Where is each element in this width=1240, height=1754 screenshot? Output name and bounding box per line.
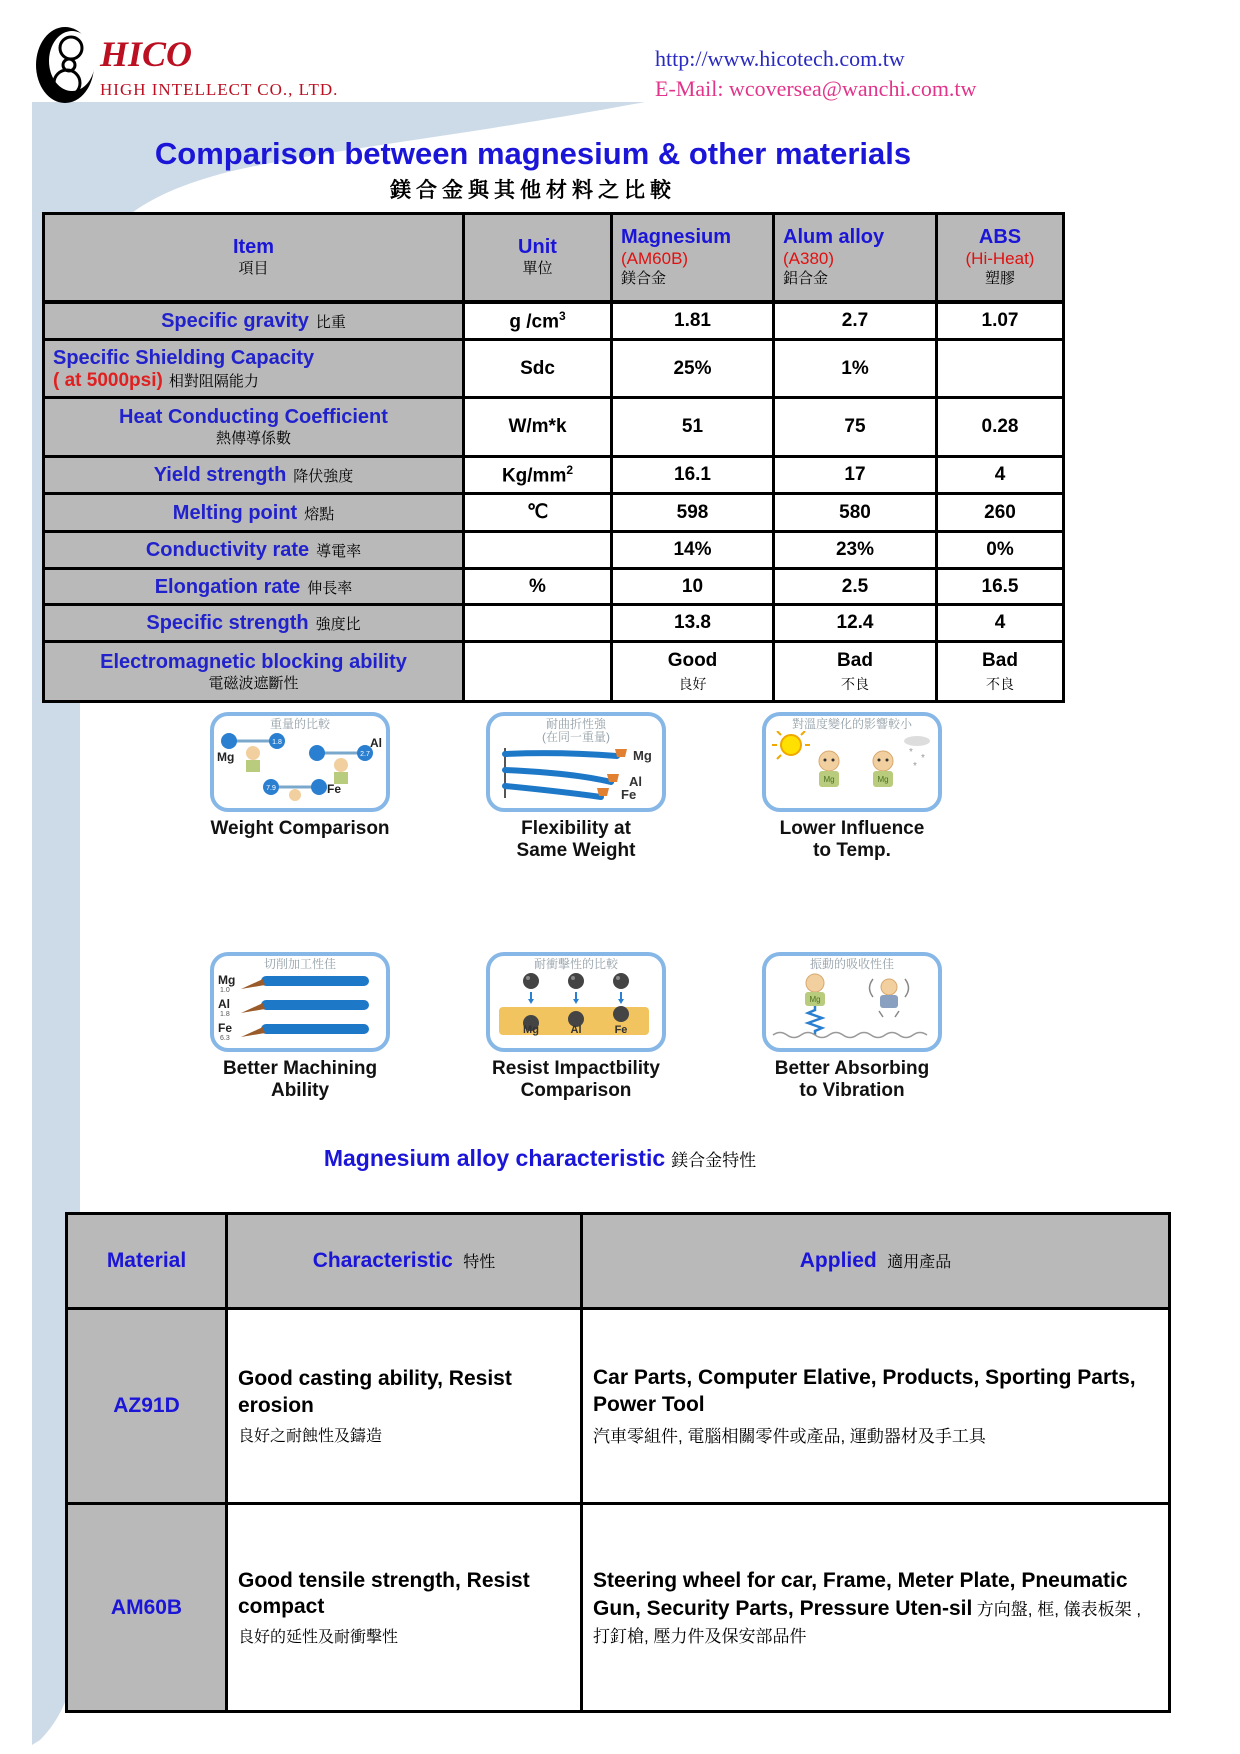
value-magnesium: 598 xyxy=(612,494,774,532)
unit-cell xyxy=(464,605,612,642)
row-shielding-capacity xyxy=(44,340,1064,398)
panel-vibration: 振動的吸收性佳 Mg Better Absorbing to Vibration xyxy=(752,952,952,1102)
company-subtitle: HIGH INTELLECT CO., LTD. xyxy=(100,80,339,99)
svg-text:*: * xyxy=(909,747,913,759)
svg-text:Mg: Mg xyxy=(633,748,652,764)
svg-text:Mg: Mg xyxy=(218,973,236,988)
svg-text:1.8: 1.8 xyxy=(220,1011,230,1019)
feature-panels-row-2 xyxy=(200,952,952,1102)
unit-cell: g $/cm^3$ xyxy=(464,302,612,340)
item-cell: Melting point 熔點 xyxy=(44,494,464,532)
header-alum-alloy: Alum alloy (A380) 鋁合金 xyxy=(774,214,937,302)
svg-text:1.0: 1.0 xyxy=(220,987,230,995)
company-name: HICO xyxy=(100,34,193,74)
vibration-illustration xyxy=(767,971,937,1041)
svg-text:Fe: Fe xyxy=(218,1021,233,1036)
value-alum: Bad 不良 xyxy=(774,642,937,702)
svg-text:Mg: Mg xyxy=(523,1024,539,1037)
item-cell: Specific Shielding Capacity ( at 5000psi) 相對阻隔能力 xyxy=(44,340,464,398)
value-alum: 23% xyxy=(774,532,937,569)
svg-text:*: * xyxy=(921,753,925,765)
material-cell: AM60B xyxy=(67,1504,227,1712)
flexibility-illustration xyxy=(491,744,661,800)
row-conductivity-rate xyxy=(44,532,1064,569)
header-unit: Unit 單位 xyxy=(464,214,612,302)
row-heat-conducting xyxy=(44,398,1064,457)
characteristics-table xyxy=(65,1212,1171,1713)
svg-text:Fe: Fe xyxy=(614,1024,628,1037)
unit-cell: ℃ xyxy=(464,494,612,532)
value-abs: 0.28 xyxy=(937,398,1064,457)
item-cell: Heat Conducting Coefficient 熱傳導係數 xyxy=(44,398,464,457)
row-specific-gravity xyxy=(44,302,1064,340)
contact-block xyxy=(655,44,1215,103)
characteristic-cell: Good tensile strength, Resist compact 良好的延性及耐衝擊性 xyxy=(227,1504,582,1712)
item-cell: Conductivity rate 導電率 xyxy=(44,532,464,569)
svg-text:Al: Al xyxy=(629,774,642,790)
page-subtitle-zh: 鎂合金與其他材料之比較 xyxy=(390,178,676,202)
value-magnesium: 1.81 xyxy=(612,302,774,340)
value-magnesium: 10 xyxy=(612,569,774,605)
comparison-table xyxy=(42,212,1065,703)
svg-text:Al: Al xyxy=(370,736,382,751)
value-magnesium: 16.1 xyxy=(612,457,774,494)
website-url: http://www.hicotech.com.tw xyxy=(655,46,905,71)
value-magnesium: 14% xyxy=(612,532,774,569)
row-elongation-rate xyxy=(44,569,1064,605)
row-electromagnetic-blocking xyxy=(44,642,1064,702)
value-alum: 2.5 xyxy=(774,569,937,605)
panel-impact: 耐衝擊性的比較 Mg Al Fe Resist Impactbility Comparison xyxy=(476,952,676,1102)
characteristics-header-row xyxy=(67,1214,1170,1309)
value-alum: 2.7 xyxy=(774,302,937,340)
svg-text:Mg: Mg xyxy=(809,995,821,1005)
characteristics-heading: Magnesium alloy characteristic 鎂合金特性 xyxy=(323,1145,757,1171)
row-am60b xyxy=(67,1504,1170,1712)
value-alum: 17 xyxy=(774,457,937,494)
value-abs xyxy=(937,340,1064,398)
value-abs: 0% xyxy=(937,532,1064,569)
svg-text:Mg: Mg xyxy=(823,775,835,785)
value-abs: 1.07 xyxy=(937,302,1064,340)
panel-machining: 切削加工性佳 Mg 1.0 Al 1.8 Fe 6.3 Better Machining Ability xyxy=(200,952,400,1102)
panel-flexibility: 耐曲折性強 (在同一重量) Mg Al Fe Flexibility at Same Weight xyxy=(476,712,676,862)
item-cell: Specific gravity 比重 xyxy=(44,302,464,340)
row-az91d xyxy=(67,1309,1170,1504)
comparison-header-row xyxy=(44,214,1064,302)
unit-cell: W/m*k xyxy=(464,398,612,457)
unit-cell: $Kg/mm^2$ xyxy=(464,457,612,494)
item-cell: Elongation rate 伸長率 xyxy=(44,569,464,605)
unit-cell xyxy=(464,532,612,569)
value-alum: 12.4 xyxy=(774,605,937,642)
value-alum: 75 xyxy=(774,398,937,457)
item-cell: Yield strength 降伏強度 xyxy=(44,457,464,494)
svg-text:Al: Al xyxy=(570,1024,582,1037)
value-alum: 1% xyxy=(774,340,937,398)
svg-text:2.7: 2.7 xyxy=(360,751,370,759)
machining-illustration xyxy=(215,971,385,1041)
characteristic-cell: Good casting ability, Resist erosion 良好之耐蝕性及鑄造 xyxy=(227,1309,582,1504)
value-abs: Bad 不良 xyxy=(937,642,1064,702)
impact-illustration xyxy=(491,971,661,1041)
svg-text:7.9: 7.9 xyxy=(266,785,276,793)
material-cell: AZ91D xyxy=(67,1309,227,1504)
header-applied: Applied 適用產品 xyxy=(582,1214,1170,1309)
header-characteristic: Characteristic 特性 xyxy=(227,1214,582,1309)
svg-text:Fe: Fe xyxy=(327,782,342,797)
email-address: E-Mail: wcoversea@wanchi.com.tw xyxy=(655,75,977,101)
svg-text:Fe: Fe xyxy=(621,787,637,801)
svg-text:1.8: 1.8 xyxy=(272,739,282,747)
applied-cell: Steering wheel for car, Frame, Meter Plate, Pneumatic Gun, Security Parts, Pressure Uten-sil 方向盤, 框, 儀表板架 , 打釘槍, 壓力件及保安部品件 xyxy=(582,1504,1170,1712)
header-magnesium: Magnesium (AM60B) 鎂合金 xyxy=(612,214,774,302)
svg-text:*: * xyxy=(913,761,917,773)
unit-cell: % xyxy=(464,569,612,605)
weight-comparison-illustration xyxy=(215,731,385,803)
panel-temperature: 對溫度變化的影響較小 * * * Mg Mg Lower Influence to Temp. xyxy=(752,712,952,862)
value-magnesium: 13.8 xyxy=(612,605,774,642)
value-magnesium: 25% xyxy=(612,340,774,398)
feature-panels-row-1 xyxy=(200,712,952,862)
applied-cell: Car Parts, Computer Elative, Products, Sporting Parts, Power Tool 汽車零組件, 電腦相關零件或產品, 運動器材及手工具 xyxy=(582,1309,1170,1504)
value-alum: 580 xyxy=(774,494,937,532)
header-material: Material xyxy=(67,1214,227,1309)
value-abs: 16.5 xyxy=(937,569,1064,605)
hico-logo xyxy=(35,24,99,106)
row-melting-point xyxy=(44,494,1064,532)
temperature-illustration xyxy=(767,731,937,801)
row-yield-strength xyxy=(44,457,1064,494)
value-magnesium: 51 xyxy=(612,398,774,457)
row-specific-strength xyxy=(44,605,1064,642)
svg-text:Mg: Mg xyxy=(877,775,889,785)
page-title: Comparison between magnesium & other materials xyxy=(154,136,912,171)
value-abs: 4 xyxy=(937,457,1064,494)
header-item: Item 項目 xyxy=(44,214,464,302)
header-abs: ABS (Hi-Heat) 塑膠 xyxy=(937,214,1064,302)
svg-text:Al: Al xyxy=(218,997,230,1012)
unit-cell: Sdc xyxy=(464,340,612,398)
item-cell: Electromagnetic blocking ability 電磁波遮斷性 xyxy=(44,642,464,702)
brand-block xyxy=(100,36,338,100)
value-magnesium: Good 良好 xyxy=(612,642,774,702)
panel-weight-comparison: 重量的比較 1.8 Mg 2.7 Al 7.9 Fe Weight Comparison xyxy=(200,712,400,862)
value-abs: 4 xyxy=(937,605,1064,642)
svg-text:Mg: Mg xyxy=(217,750,235,765)
unit-cell xyxy=(464,642,612,702)
item-cell: Specific strength 強度比 xyxy=(44,605,464,642)
svg-text:6.3: 6.3 xyxy=(220,1035,230,1042)
value-abs: 260 xyxy=(937,494,1064,532)
